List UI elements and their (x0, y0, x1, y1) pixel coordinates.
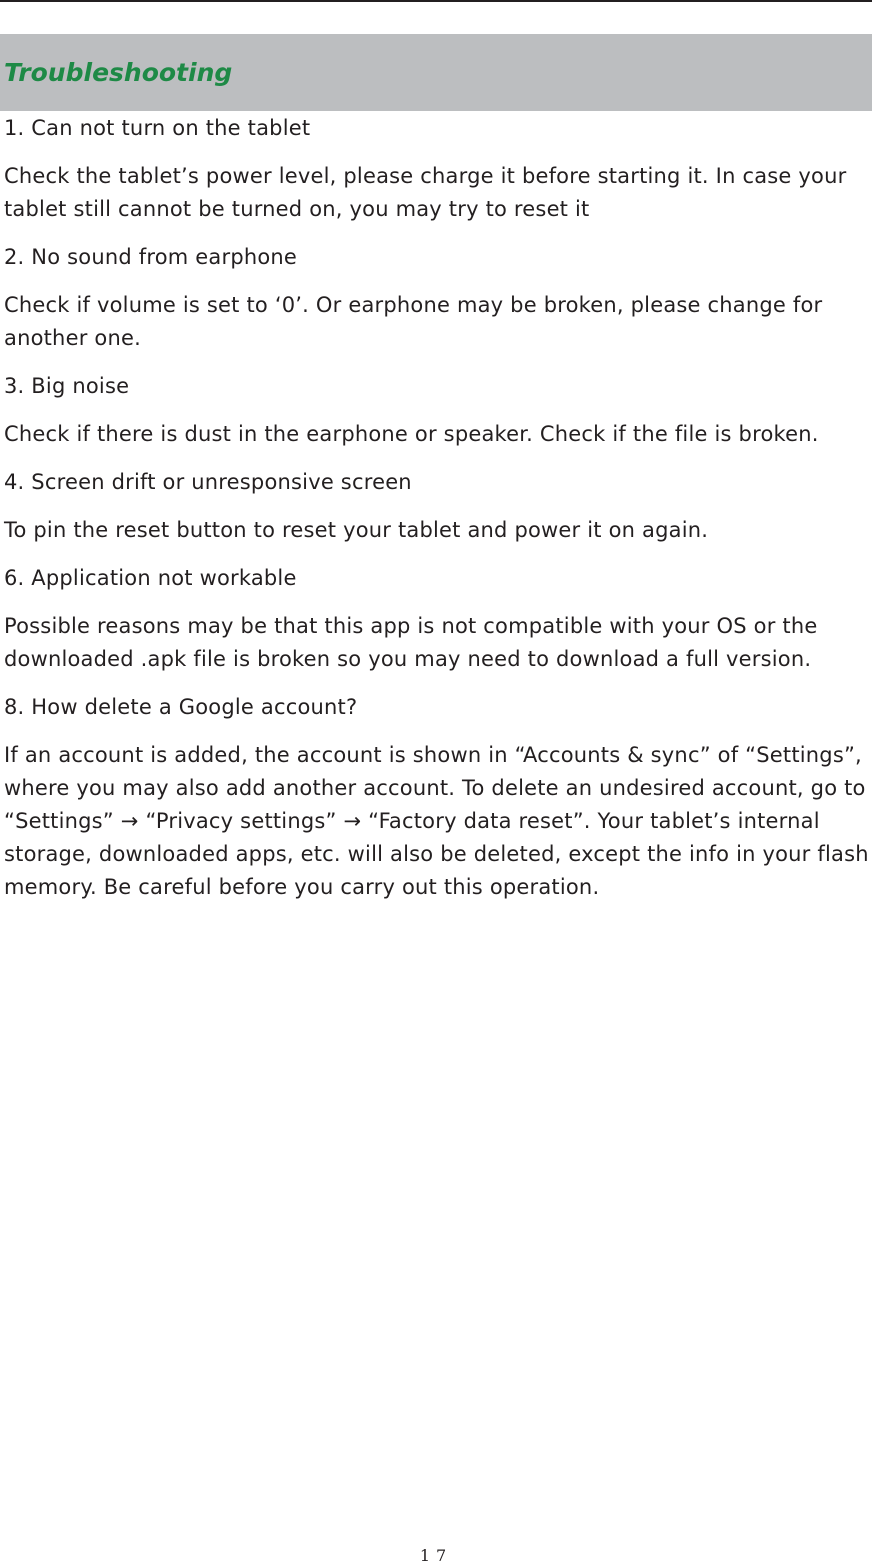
list-item (4, 562, 870, 676)
list-item (4, 241, 870, 355)
top-rule (0, 0, 872, 2)
section-title: Troubleshooting (4, 58, 233, 87)
item-body: Check if there is dust in the earphone or speaker. Check if the file is broken. (4, 422, 819, 446)
item-title: 8. How delete a Google account? (4, 695, 358, 719)
item-body: Check the tablet’s power level, please charge it before starting it. In case your tablet still cannot be turned on, you may try to reset it (4, 164, 847, 221)
item-title: 6. Application not workable (4, 566, 297, 590)
item-title: 2. No sound from earphone (4, 245, 298, 269)
troubleshooting-list (4, 112, 870, 919)
item-body: Possible reasons may be that this app is not compatible with your OS or the downloaded .apk file is broken so you may need to download a full version. (4, 614, 818, 671)
item-body: If an account is added, the account is shown in “Accounts & sync” of “Settings”, where you may also add another account. To delete an undesired account, go to “Settings” → “Privacy settings” → “Factory data reset”. Your tablet’s internal storage, downloaded apps, etc. will also be deleted, except the info in your flash memory. Be careful before you carry out this operation. (4, 743, 869, 899)
list-item (4, 112, 870, 226)
page-number: 17 (419, 1546, 453, 1565)
item-title: 1. Can not turn on the tablet (4, 116, 311, 140)
item-body: To pin the reset button to reset your tablet and power it on again. (4, 518, 709, 542)
item-body: Check if volume is set to ‘0’. Or earphone may be broken, please change for another one. (4, 293, 823, 350)
item-title: 3. Big noise (4, 374, 130, 398)
list-item (4, 691, 870, 904)
list-item (4, 466, 870, 547)
item-title: 4. Screen drift or unresponsive screen (4, 470, 412, 494)
list-item (4, 370, 870, 451)
